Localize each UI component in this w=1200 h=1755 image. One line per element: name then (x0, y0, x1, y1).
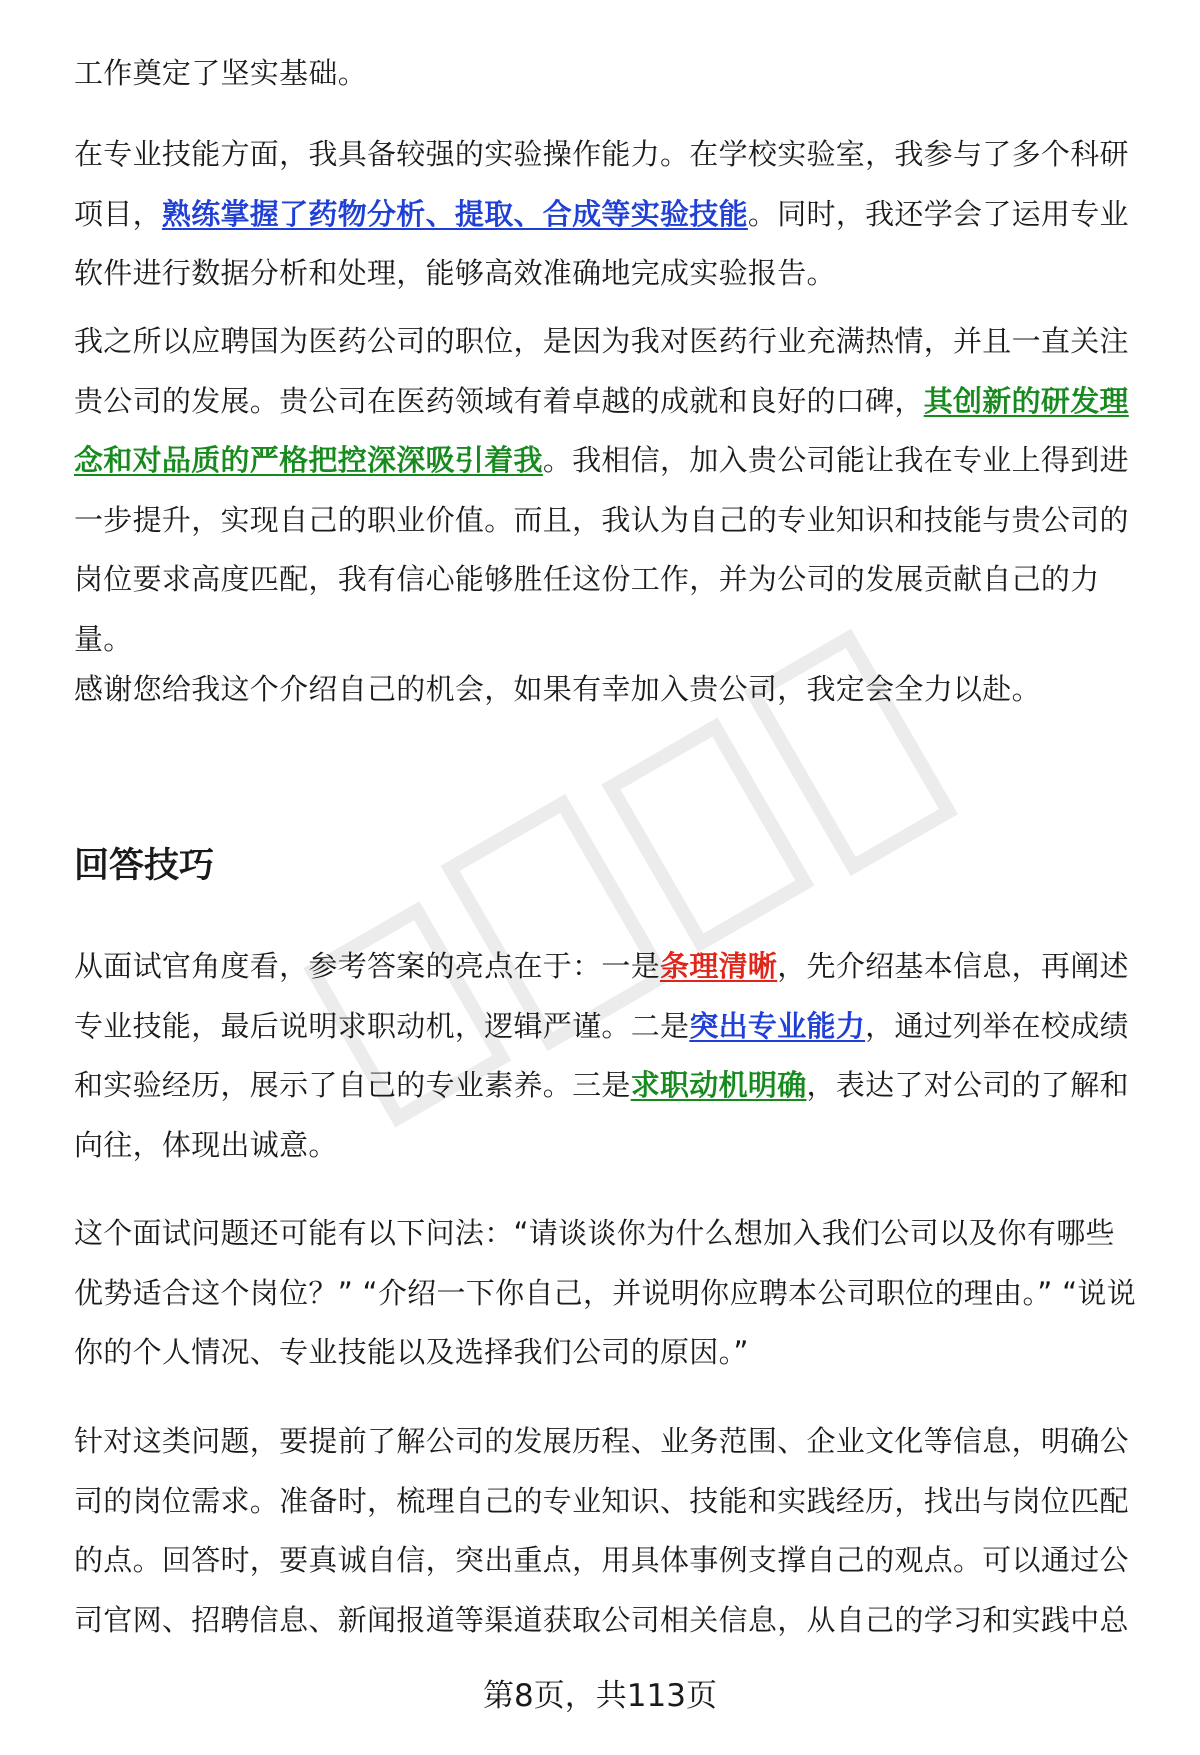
highlight-professional-ability: 突出专业能力 (689, 1008, 866, 1043)
paragraph-intro-end: 工作奠定了坚实基础。 (74, 56, 368, 90)
highlight-clear-structure: 条理清晰 (660, 949, 778, 983)
page-number: 第8页，共113页 (483, 1678, 717, 1714)
paragraph-alt-questions: 这个面试问题还可能有以下问法：“请谈谈你为什么想加入我们公司以及你有哪些优势适合这个岗位？” “介绍一下你自己，并说明你应聘本公司职位的理由。” “说说你的个人情况、专业技能以及选择我们公司的原因。” (74, 1216, 1137, 1369)
highlight-company-appeal: 其创新的研发理念和对品质的严格把控深深吸引着我 (74, 383, 1129, 477)
paragraph-prep-advice: 针对这类问题，要提前了解公司的发展历程、业务范围、企业文化等信息，明确公司的岗位需求。准备时，梳理自己的专业知识、技能和实践经历，找出与岗位匹配的点。回答时，要真诚自信，突出重点，用具体事例支撑自己的观点。可以通过公司官网、招聘信息、新闻报道等渠道获取公司相关信息，从自己的学习和实践中总 (74, 1424, 1129, 1637)
paragraph-skills: 在专业技能方面，我具备较强的实验操作能力。在学校实验室，我参与了多个科研项目，熟练掌握了药物分析、提取、合成等实验技能。同时，我还学会了运用专业软件进行数据分析和处理，能够高效准确地完成实验报告。 (74, 137, 1129, 290)
section-heading: 回答技巧 (74, 846, 215, 886)
paragraph-thanks: 感谢您给我这个介绍自己的机会，如果有幸加入贵公司，我定会全力以赴。 (74, 672, 1041, 706)
paragraph-tips-highlights: 从面试官角度看，参考答案的亮点在于：一是条理清晰，先介绍基本信息，再阐述专业技能，最后说明求职动机，逻辑严谨。二是突出专业能力，通过列举在校成绩和实验经历，展示了自己的专业素养。三是求职动机明确，表达了对公司的了解和向往，体现出诚意。 (74, 949, 1129, 1162)
document-page (74, 0, 1144, 1755)
highlight-clear-motivation: 求职动机明确 (630, 1068, 807, 1102)
highlight-lab-skills: 熟练掌握了药物分析、提取、合成等实验技能 (161, 196, 748, 231)
paragraph-motivation: 我之所以应聘国为医药公司的职位，是因为我对医药行业充满热情，并且一直关注贵公司的发展。贵公司在医药领域有着卓越的成就和良好的口碑，其创新的研发理念和对品质的严格把控深深吸引着我。我相信，加入贵公司能让我在专业上得到进一步提升，实现自己的职业价值。而且，我认为自己的专业知识和技能与贵公司的岗位要求高度匹配，我有信心能够胜任这份工作，并为公司的发展贡献自己的力量。 (74, 324, 1129, 656)
